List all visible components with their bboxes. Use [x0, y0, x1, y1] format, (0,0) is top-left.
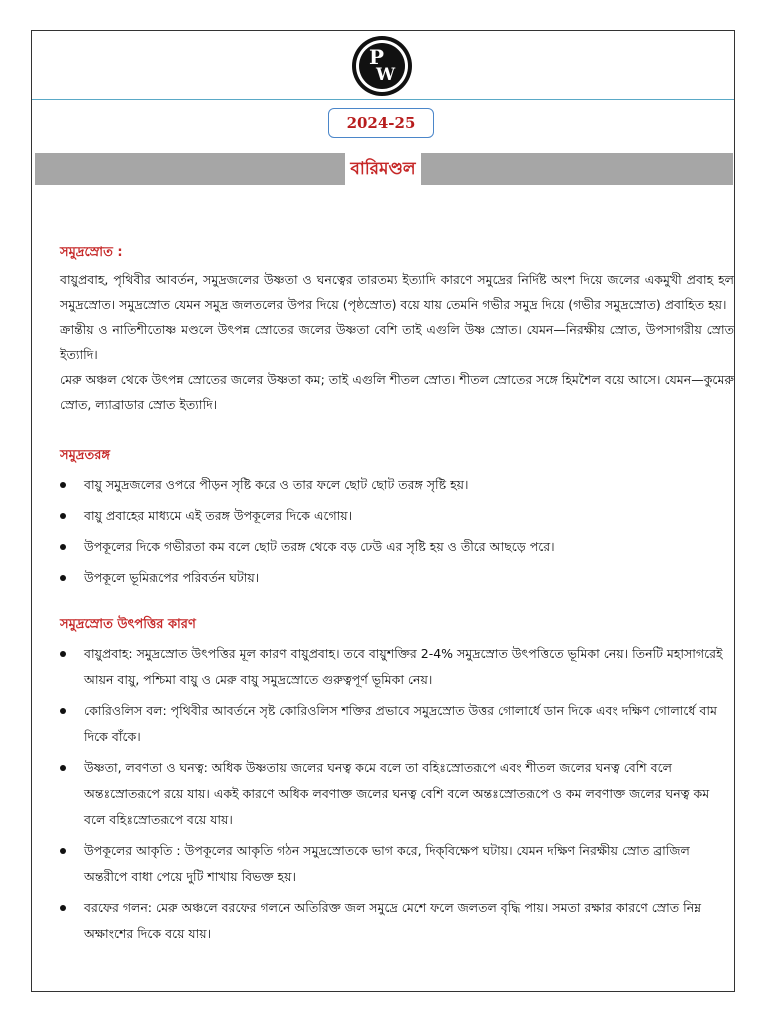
- list-item-text: উপকূলের দিকে গভীরতা কম বলে ছোট তরঙ্গ থেকে বড় ঢেউ এর সৃষ্টি হয় ও তীরে আছড়ে পরে।: [84, 539, 555, 554]
- logo-letter-w: W: [376, 65, 396, 85]
- page-title: বারিমণ্ডল: [345, 153, 421, 185]
- section-ocean-currents: [60, 241, 734, 417]
- list-item-text: কোরিওলিস বল: পৃথিবীর আবর্তনে সৃষ্ট কোরিওলিস শক্তির প্রভাবে সমুদ্রস্রোত উত্তর গোলার্ধে ডান দিকে এবং দক্ষিণ গোলার্ধে বাম দিকে বাঁকে।: [84, 703, 717, 744]
- list-item: [60, 895, 734, 947]
- paragraph: ক্রান্তীয় ও নাতিশীতোষ্ণ মণ্ডলে উৎপন্ন স্রোতের জলের উষ্ণতা বেশি তাই এগুলি উষ্ণ স্রোত। যেমন—নিরক্ষীয় স্রোত, উপসাগরীয় স্রোত ইত্যাদি।: [60, 322, 734, 362]
- list-item-text: বায়ু সমুদ্রজলের ওপরে পীড়ন সৃষ্টি করে ও তার ফলে ছোট ছোট তরঙ্গ সৃষ্টি হয়।: [84, 477, 469, 492]
- bullet-icon: [60, 905, 66, 911]
- section-current-causes: [60, 613, 734, 947]
- paragraph: মেরু অঞ্চল থেকে উৎপন্ন স্রোতের জলের উষ্ণতা কম; তাই এগুলি শীতল স্রোত। শীতল স্রোতের সঙ্গে হিমশৈল বয়ে আসে। যেমন—কুমেরু স্রোত, ল্যাব্রাডার স্রোত ইত্যাদি।: [60, 372, 734, 412]
- bullet-list: [60, 641, 734, 947]
- section-heading: সমুদ্রস্রোত উৎপত্তির কারণ: [60, 617, 196, 632]
- list-item-text: উপকূলে ভূমিরূপের পরিবর্তন ঘটায়।: [84, 570, 260, 585]
- bullet-icon: [60, 575, 66, 581]
- list-item: [60, 641, 734, 693]
- list-item: [60, 472, 734, 498]
- bullet-list: [60, 472, 734, 591]
- list-item: [60, 534, 734, 560]
- bullet-icon: [60, 513, 66, 519]
- bullet-icon: [60, 848, 66, 854]
- list-item-text: বরফের গলন: মেরু অঞ্চলে বরফের গলনে অতিরিক্ত জল সমুদ্রে মেশে ফলে জলতল বৃদ্ধি পায়। সমতা রক্ষার কারণে স্রোত নিম্ন অক্ষাংশের দিকে বয়ে যায়।: [84, 900, 702, 941]
- section-heading: সমুদ্রস্রোত :: [60, 245, 123, 260]
- section-heading: সমুদ্রতরঙ্গ: [60, 448, 110, 463]
- list-item: [60, 503, 734, 529]
- list-item: [60, 838, 734, 890]
- pw-logo-icon: [352, 36, 412, 96]
- list-item-text: উষ্ণতা, লবণতা ও ঘনত্ব: অধিক উষ্ণতায় জলের ঘনত্ব কমে বলে তা বহিঃস্রোতরূপে এবং শীতল জলের ঘনত্ব বেশি বলে অন্তঃস্রোতরূপে রয়ে যায়। একই কারণে অধিক লবণাক্ত জলের ঘনত্ব বেশি বলে অন্তঃস্রোতরূপে ও কম লবণাক্ত জলের ঘনত্ব কম বলে বহিঃস্রোতরূপে বয়ে যায়।: [84, 760, 710, 827]
- bullet-icon: [60, 651, 66, 657]
- list-item: [60, 565, 734, 591]
- bullet-icon: [60, 544, 66, 550]
- list-item-text: বায়ু প্রবাহের মাধ্যমে এই তরঙ্গ উপকূলের দিকে এগোয়।: [84, 508, 353, 523]
- header-divider: [32, 99, 734, 100]
- bullet-icon: [60, 482, 66, 488]
- list-item-text: বায়ুপ্রবাহ: সমুদ্রস্রোত উৎপত্তির মূল কারণ বায়ুপ্রবাহ। তবে বায়ুশক্তির 2-4% সমুদ্রস্রোত উৎপত্তিতে ভূমিকা নেয়। তিনটি মহাসাগরেই আয়ন বায়ু, পশ্চিমা বায়ু ও মেরু বায়ু সমুদ্রস্রোতে গুরুত্বপূর্ণ ভূমিকা নেয়।: [84, 646, 723, 687]
- bullet-icon: [60, 708, 66, 714]
- list-item-text: উপকূলের আকৃতি : উপকূলের আকৃতি গঠন সমুদ্রস্রোতকে ভাগ করে, দিক্‌বিক্ষেপ ঘটায়। যেমন দক্ষিণ নিরক্ষীয় স্রোত ব্রাজিল অন্তরীপে বাধা পেয়ে দুটি শাখায় বিভক্ত হয়।: [84, 843, 690, 884]
- document-body: [60, 231, 734, 952]
- list-item: [60, 755, 734, 833]
- year-badge: 2024-25: [328, 108, 434, 138]
- paragraph: বায়ুপ্রবাহ, পৃথিবীর আবর্তন, সমুদ্রজলের উষ্ণতা ও ঘনত্বের তারতম্য ইত্যাদি কারণে সমুদ্রের নির্দিষ্ট অংশ দিয়ে জলের একমুখী প্রবাহ হল সমুদ্রস্রোত। সমুদ্রস্রোত যেমন সমুদ্র জলতলের উপর দিয়ে (পৃষ্ঠস্রোত) বয়ে যায় তেমনি গভীর সমুদ্র দিয়ে (গভীর সমুদ্রস্রোত) প্রবাহিত হয়।: [60, 272, 734, 312]
- logo-letter-p: P: [369, 45, 385, 69]
- section-ocean-waves: [60, 444, 734, 591]
- list-item: [60, 698, 734, 750]
- bullet-icon: [60, 765, 66, 771]
